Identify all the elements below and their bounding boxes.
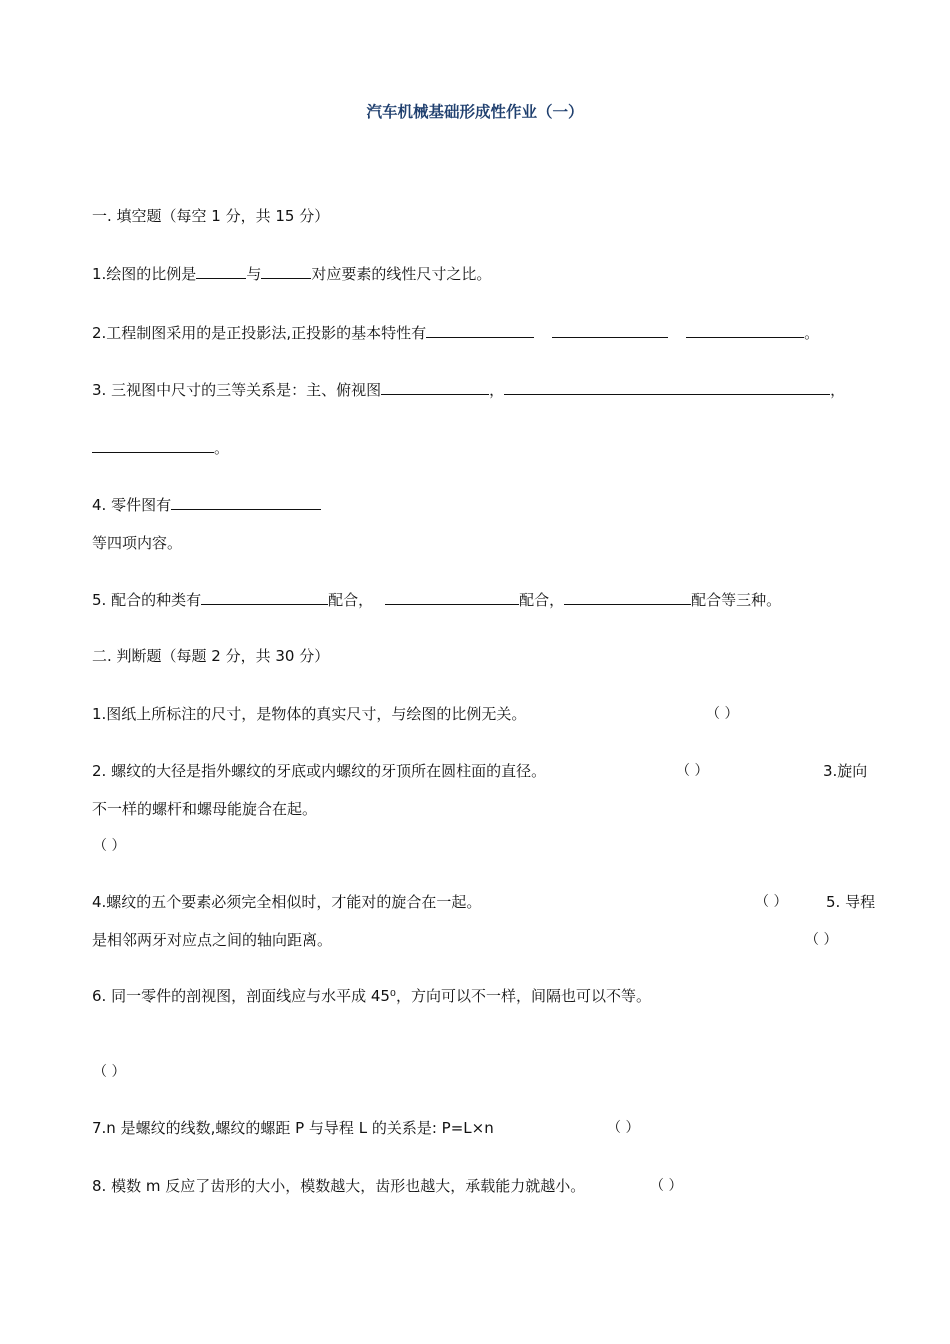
answer-parentheses: （ ） bbox=[607, 1120, 640, 1136]
answer-blank bbox=[261, 263, 311, 279]
answer-blank bbox=[171, 494, 321, 510]
q3-text-end: 。 bbox=[214, 439, 230, 457]
answer-blank bbox=[552, 322, 668, 338]
document-title: 汽车机械基础形成性作业（一） bbox=[366, 103, 584, 121]
fill-question-3-continued bbox=[92, 437, 229, 458]
answer-blank bbox=[564, 589, 691, 605]
q3-text-a: 3. 三视图中尺寸的三等关系是：主、俯视图 bbox=[92, 381, 382, 399]
answer-blank bbox=[426, 322, 534, 338]
judge-question-5: 是相邻两牙对应点之间的轴向距离。 bbox=[92, 931, 333, 949]
answer-blank bbox=[385, 589, 519, 605]
q5-text-a: 5. 配合的种类有 bbox=[92, 591, 202, 609]
fill-question-5 bbox=[92, 589, 781, 610]
q2-text-end: 。 bbox=[804, 324, 820, 342]
judge-question-1: 1.图纸上所标注的尺寸，是物体的真实尺寸，与绘图的比例无关。 bbox=[92, 705, 527, 723]
judge-question-4: 4.螺纹的五个要素必须完全相似时，才能对的旋合在一起。 bbox=[92, 893, 482, 911]
judge-question-6: 6. 同一零件的剖视图，剖面线应与水平成 45⁰，方向可以不一样，间隔也可以不等。 bbox=[92, 987, 651, 1005]
answer-blank bbox=[686, 322, 804, 338]
answer-parentheses: （ ） bbox=[805, 932, 838, 948]
q3-comma: ， bbox=[489, 381, 505, 399]
fill-question-1 bbox=[92, 263, 491, 284]
answer-parentheses: （ ） bbox=[650, 1178, 683, 1194]
q3-comma-2: ， bbox=[830, 381, 846, 399]
judge-question-3-start: 3.旋向 bbox=[823, 762, 868, 780]
q4-text-a: 4. 零件图有 bbox=[92, 496, 172, 514]
section2-heading: 二. 判断题（每题 2 分，共 30 分） bbox=[92, 647, 330, 665]
section1-heading: 一. 填空题（每空 1 分，共 15 分） bbox=[92, 207, 330, 225]
answer-parentheses: （ ） bbox=[93, 1064, 126, 1080]
q1-text-b: 与 bbox=[246, 265, 262, 283]
fill-question-3 bbox=[92, 379, 845, 400]
answer-parentheses: （ ） bbox=[755, 894, 788, 910]
q5-text-c: 配合， bbox=[519, 591, 565, 609]
answer-blank bbox=[201, 589, 328, 605]
judge-question-3: 不一样的螺杆和螺母能旋合在起。 bbox=[92, 800, 318, 818]
q1-text-c: 对应要素的线性尺寸之比。 bbox=[311, 265, 492, 283]
answer-blank bbox=[196, 263, 246, 279]
judge-question-8: 8. 模数 m 反应了齿形的大小，模数越大，齿形也越大，承载能力就越小。 bbox=[92, 1177, 586, 1195]
judge-question-2: 2. 螺纹的大径是指外螺纹的牙底或内螺纹的牙顶所在圆柱面的直径。 bbox=[92, 762, 547, 780]
fill-question-4-continued: 等四项内容。 bbox=[92, 534, 183, 552]
answer-blank bbox=[381, 379, 489, 395]
q5-text-d: 配合等三种。 bbox=[691, 591, 782, 609]
fill-question-2 bbox=[92, 322, 819, 343]
answer-parentheses: （ ） bbox=[676, 763, 709, 779]
q2-text-a: 2.工程制图采用的是正投影法,正投影的基本特性有 bbox=[92, 324, 427, 342]
q5-text-b: 配合， bbox=[328, 591, 374, 609]
answer-blank bbox=[504, 379, 830, 395]
fill-question-4 bbox=[92, 494, 321, 515]
answer-blank bbox=[92, 437, 214, 453]
q1-text-a: 1.绘图的比例是 bbox=[92, 265, 197, 283]
judge-question-5-start: 5. 导程 bbox=[826, 893, 876, 911]
judge-question-7: 7.n 是螺纹的线数,螺纹的螺距 P 与导程 L 的关系是: P=L×n bbox=[92, 1119, 494, 1137]
answer-parentheses: （ ） bbox=[706, 706, 739, 722]
answer-parentheses: （ ） bbox=[93, 838, 126, 854]
